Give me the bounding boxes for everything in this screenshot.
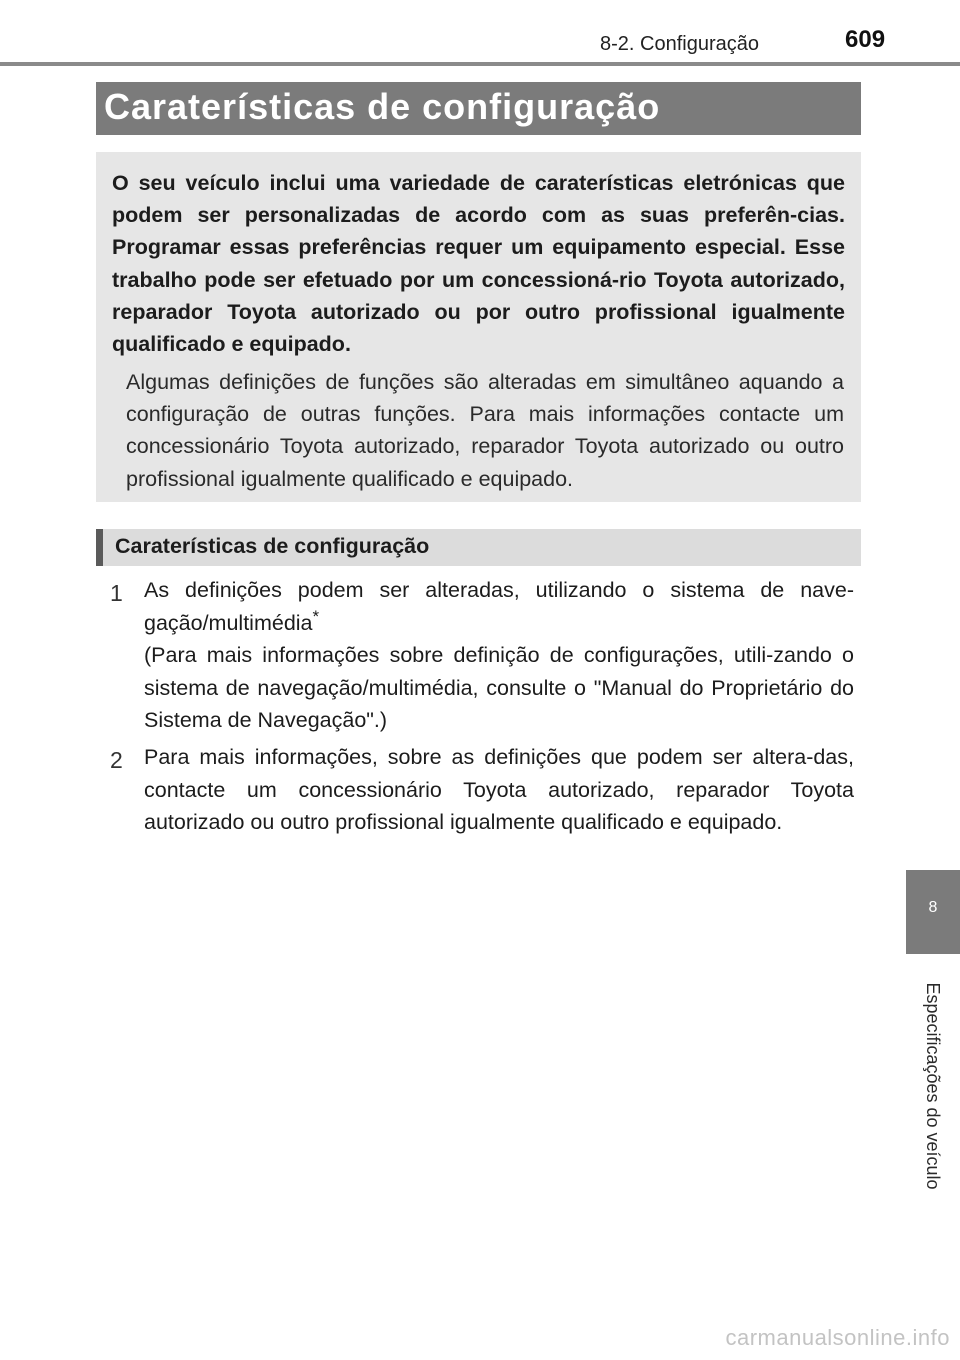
intro-bold-paragraph: O seu veículo inclui uma variedade de caraterísticas eletrónicas que podem ser personalizadas de acordo com as suas preferên-cias. Programar essas preferências requer um equipamento especial. Esse trabalho pode ser efetuado por um concessioná-rio Toyota autorizado, reparador Toyota autorizado ou por outro profissional igualmente qualificado e equipado. (112, 171, 845, 357)
footnote-mark: * (312, 606, 320, 626)
item-number-1: 1 (110, 580, 123, 606)
section-header: 8-2. Configuração (600, 33, 759, 55)
item-1-main-text: As definições podem ser alteradas, utilizando o sistema de nave-gação/multimédia (144, 578, 854, 635)
watermark: carmanualsonline.info (725, 1325, 950, 1350)
page-number: 609 (845, 26, 886, 53)
item-1-text (144, 574, 854, 737)
item-1-continued-text: (Para mais informações sobre definição de configurações, utili-zando o sistema de navegação/multimédia, consulte o "Manual do Proprietário do Sistema de Navegação".) (144, 643, 854, 732)
page-title: Caraterísticas de configuração (104, 86, 661, 127)
intro-note-paragraph: Algumas definições de funções são alteradas em simultâneo aquando a configuração de outras funções. Para mais informações contacte um concessionário Toyota autorizado, reparador Toyota autorizado ou outro profissional igualmente qualificado e equipado. (126, 370, 844, 491)
item-2-text: Para mais informações, sobre as definições que podem ser altera-das, contacte um concessionário Toyota autorizado, reparador Toyota autorizado ou outro profissional igualmente qualificado e equipado. (144, 745, 854, 834)
subsection-title: Caraterísticas de configuração (115, 534, 430, 558)
header-divider (0, 62, 960, 66)
subsection-accent (96, 529, 103, 566)
item-number-2: 2 (110, 747, 123, 773)
chapter-number: 8 (928, 899, 938, 916)
chapter-label: Especificações do veículo (923, 982, 943, 1190)
